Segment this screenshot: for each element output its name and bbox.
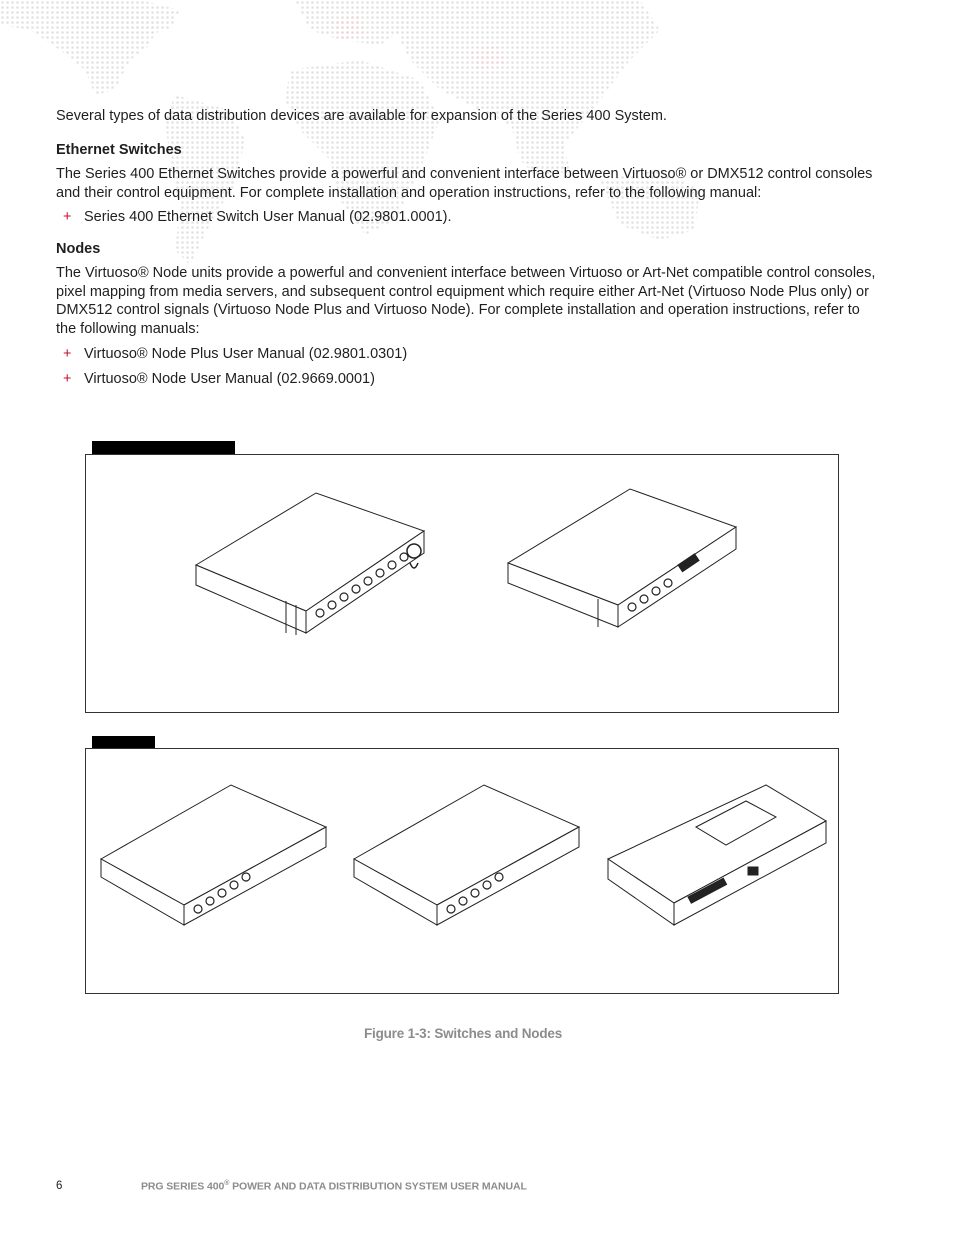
manual-title-suffix: POWER AND DATA DISTRIBUTION SYSTEM USER MANUAL xyxy=(229,1180,527,1193)
plus-bullet-icon: + xyxy=(63,345,72,362)
nodes-paragraph: The Virtuoso® Node units provide a powerful and convenient interface between Virtuoso or Art-Net compatible control consoles, pixel mapping from media servers, and subsequent control equipment which require either Art-Net (Virtuoso Node Plus only) or DMX512 control signals (Virtuoso Node Plus and Virtuoso Node). For complete installation and operation instructions, refer to the following manuals: xyxy=(56,265,876,337)
ethernet-switch-drawing-1 xyxy=(196,493,424,635)
section-heading-ethernet-switches: Ethernet Switches xyxy=(56,142,182,158)
plus-bullet-icon: + xyxy=(63,209,72,226)
page-body xyxy=(56,107,876,402)
figure-panel-nodes xyxy=(85,748,839,994)
node-drawing-1 xyxy=(101,785,326,925)
registered-mark: ® xyxy=(224,1180,230,1187)
list-item xyxy=(56,208,876,227)
reference-text: Virtuoso® Node User Manual (02.9669.0001) xyxy=(84,370,375,387)
section-heading-nodes: Nodes xyxy=(56,241,101,258)
list-item xyxy=(56,370,876,389)
plus-bullet-icon: + xyxy=(63,370,72,387)
node-drawing-3 xyxy=(608,785,826,925)
node-illustrations xyxy=(86,749,838,993)
intro-paragraph: Several types of data distribution devices are available for expansion of the Series 400 System. xyxy=(56,108,667,124)
ethernet-switches-references xyxy=(56,208,876,227)
reference-text: Series 400 Ethernet Switch User Manual (02.9801.0001). xyxy=(84,209,452,226)
figure-caption: Figure 1-3: Switches and Nodes xyxy=(363,1026,563,1041)
list-item xyxy=(56,345,876,364)
ethernet-switches-paragraph: The Series 400 Ethernet Switches provide a powerful and convenient interface between Virtuoso® or DMX512 control consoles and their control equipment. For complete installation and operation instructions, refer to the following manual: xyxy=(56,166,873,201)
ethernet-switch-illustrations xyxy=(86,455,838,712)
manual-title xyxy=(141,1180,527,1193)
ethernet-switch-drawing-2 xyxy=(508,489,736,627)
page-number: 6 xyxy=(56,1180,63,1192)
node-drawing-2 xyxy=(354,785,579,925)
manual-title-prefix: PRG SERIES 400 xyxy=(141,1180,225,1193)
figure-panel-switches xyxy=(85,454,839,713)
reference-text: Virtuoso® Node Plus User Manual (02.9801.0301) xyxy=(84,345,408,362)
nodes-references xyxy=(56,345,876,389)
